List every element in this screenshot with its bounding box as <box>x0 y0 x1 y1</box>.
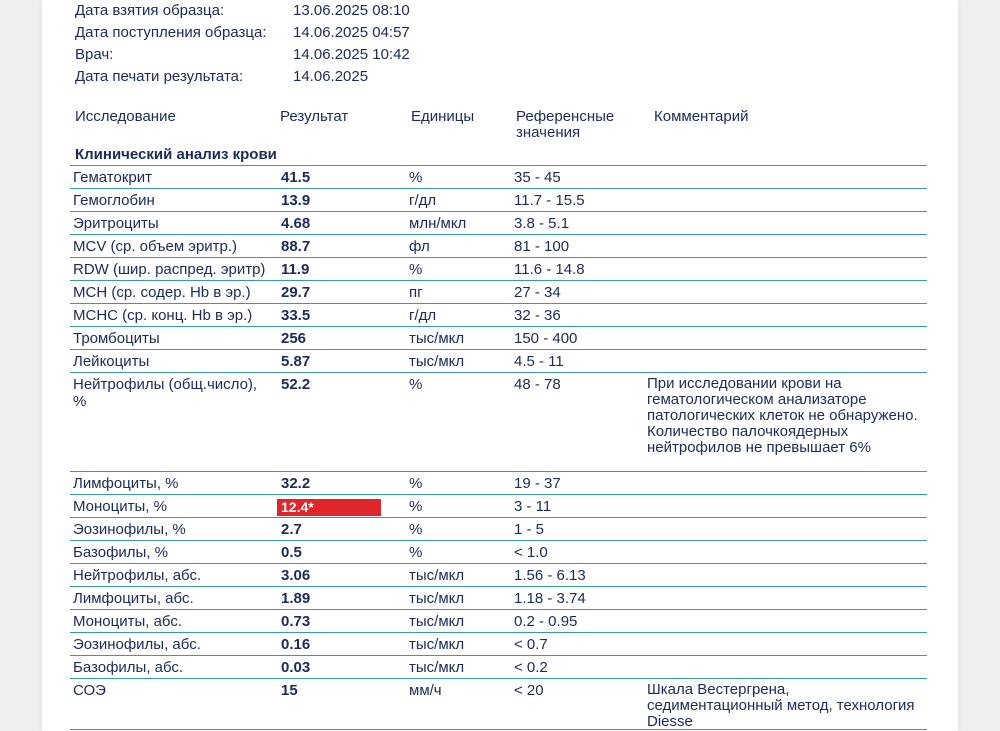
row-name: Тромбоциты <box>73 330 160 347</box>
row-result: 2.7 <box>281 521 302 538</box>
row-result: 29.7 <box>281 284 311 301</box>
meta-value: 14.06.2025 10:42 <box>293 46 410 63</box>
row-unit: тыс/мкл <box>409 353 465 370</box>
row-divider <box>70 632 927 633</box>
row-reference: 3 - 11 <box>514 498 552 515</box>
meta-value: 14.06.2025 <box>293 68 369 85</box>
row-reference: 35 - 45 <box>514 169 561 186</box>
row-unit: % <box>409 521 423 538</box>
row-unit: мм/ч <box>409 682 442 699</box>
row-divider <box>70 655 927 656</box>
row-unit: тыс/мкл <box>409 636 465 653</box>
row-unit: тыс/мкл <box>409 567 465 584</box>
row-reference: 11.7 - 15.5 <box>514 192 585 209</box>
row-name: СОЭ <box>73 682 106 699</box>
row-result: 3.06 <box>281 567 311 584</box>
row-reference: < 0.7 <box>514 636 548 653</box>
row-result: 33.5 <box>281 307 311 324</box>
row-name: Базофилы, абс. <box>73 659 184 676</box>
row-divider <box>70 257 927 258</box>
row-name: Моноциты, абс. <box>73 613 183 630</box>
row-divider <box>70 326 927 327</box>
header-comment: Комментарий <box>654 108 749 125</box>
row-unit: % <box>409 169 423 186</box>
row-unit: млн/мкл <box>409 215 467 232</box>
row-result: 1.89 <box>281 590 311 607</box>
row-name: Нейтрофилы (общ.число), % <box>73 376 258 410</box>
row-name: RDW (шир. распред. эритр) <box>73 261 266 278</box>
row-divider <box>70 494 927 495</box>
row-unit: тыс/мкл <box>409 590 465 607</box>
row-result: 32.2 <box>281 475 311 492</box>
row-name: MCH (ср. содер. Hb в эр.) <box>73 284 251 301</box>
row-divider <box>70 609 927 610</box>
header-reference <box>516 109 614 141</box>
row-name: Лейкоциты <box>73 353 150 370</box>
row-name: Лимфоциты, абс. <box>73 590 194 607</box>
row-result: 256 <box>281 330 307 347</box>
row-reference: 27 - 34 <box>514 284 561 301</box>
section-title: Клинический анализ крови <box>75 146 277 163</box>
row-unit: фл <box>409 238 430 255</box>
row-reference: 81 - 100 <box>514 238 570 255</box>
row-name: Нейтрофилы, абс. <box>73 567 202 584</box>
row-result: 0.5 <box>281 544 302 561</box>
row-result: 0.16 <box>281 636 311 653</box>
row-name: Гемоглобин <box>73 192 155 209</box>
row-reference: 19 - 37 <box>514 475 561 492</box>
row-divider <box>70 165 927 166</box>
row-name: Эозинофилы, абс. <box>73 636 201 653</box>
meta-label: Дата печати результата: <box>75 68 244 85</box>
row-result: 0.03 <box>281 659 311 676</box>
row-result: 52.2 <box>281 376 311 393</box>
row-reference: 1.56 - 6.13 <box>514 567 586 584</box>
row-name: Моноциты, % <box>73 498 167 515</box>
row-reference: < 0.2 <box>514 659 548 676</box>
row-unit: г/дл <box>409 307 437 324</box>
row-unit: % <box>409 475 423 492</box>
row-unit: тыс/мкл <box>409 659 465 676</box>
row-comment: При исследовании крови на гематологическом анализаторе патологических клеток не обнаружено. Количество палочкоядерных нейтрофилов не превышает 6% <box>647 375 918 456</box>
row-reference: 48 - 78 <box>514 376 561 393</box>
row-name: Эритроциты <box>73 215 159 232</box>
header-reference-line1: Референсные <box>516 108 615 125</box>
header-units: Единицы <box>411 108 475 125</box>
row-result: 4.68 <box>281 215 311 232</box>
row-reference: < 1.0 <box>514 544 548 561</box>
row-divider <box>70 372 927 373</box>
row-reference: 1 - 5 <box>514 521 545 538</box>
row-result: 13.9 <box>281 192 311 209</box>
row-reference: 32 - 36 <box>514 307 561 324</box>
meta-label: Дата взятия образца: <box>75 2 225 19</box>
header-result: Результат <box>280 108 349 125</box>
row-reference: 3.8 - 5.1 <box>514 215 570 232</box>
meta-label: Дата поступления образца: <box>75 24 267 41</box>
row-result: 11.9 <box>281 261 310 278</box>
row-unit: % <box>409 544 423 561</box>
header-reference-line2: значения <box>516 124 581 141</box>
row-reference: 0.2 - 0.95 <box>514 613 578 630</box>
row-name: MCHC (ср. конц. Hb в эр.) <box>73 307 253 324</box>
row-result: 88.7 <box>281 238 311 255</box>
row-comment: Шкала Вестергрена, седиментационный метод, технология Diesse <box>647 681 915 730</box>
row-unit: пг <box>409 284 423 301</box>
row-unit: % <box>409 498 423 515</box>
row-result: 5.87 <box>281 353 311 370</box>
row-result-flagged: 12.4* <box>277 499 381 516</box>
row-result: 41.5 <box>281 169 311 186</box>
row-divider <box>70 188 927 189</box>
row-divider <box>70 280 927 281</box>
row-unit: % <box>409 261 423 278</box>
row-name: Эозинофилы, % <box>73 521 186 538</box>
row-divider <box>70 586 927 587</box>
row-divider <box>70 563 927 564</box>
meta-value: 13.06.2025 08:10 <box>293 2 410 19</box>
meta-value: 14.06.2025 04:57 <box>293 24 410 41</box>
row-unit: тыс/мкл <box>409 330 465 347</box>
row-reference: 1.18 - 3.74 <box>514 590 586 607</box>
row-divider <box>70 678 927 679</box>
row-name: Лимфоциты, % <box>73 475 179 492</box>
row-name: MCV (ср. объем эритр.) <box>73 238 238 255</box>
row-unit: г/дл <box>409 192 437 209</box>
row-result: 0.73 <box>281 613 311 630</box>
row-divider <box>70 517 927 518</box>
row-divider <box>70 303 927 304</box>
row-reference: 11.6 - 14.8 <box>514 261 585 278</box>
row-divider <box>70 471 927 472</box>
row-divider <box>70 211 927 212</box>
row-reference: 4.5 - 11 <box>514 353 564 370</box>
header-study: Исследование <box>75 108 176 125</box>
row-divider <box>70 540 927 541</box>
meta-label: Врач: <box>75 46 114 63</box>
row-unit: тыс/мкл <box>409 613 465 630</box>
row-name: Гематокрит <box>73 169 152 186</box>
row-divider <box>70 349 927 350</box>
row-result: 15 <box>281 682 298 699</box>
row-unit: % <box>409 376 423 393</box>
row-reference: 150 - 400 <box>514 330 578 347</box>
row-name: Базофилы, % <box>73 544 168 561</box>
row-reference: < 20 <box>514 682 544 699</box>
row-divider <box>70 234 927 235</box>
